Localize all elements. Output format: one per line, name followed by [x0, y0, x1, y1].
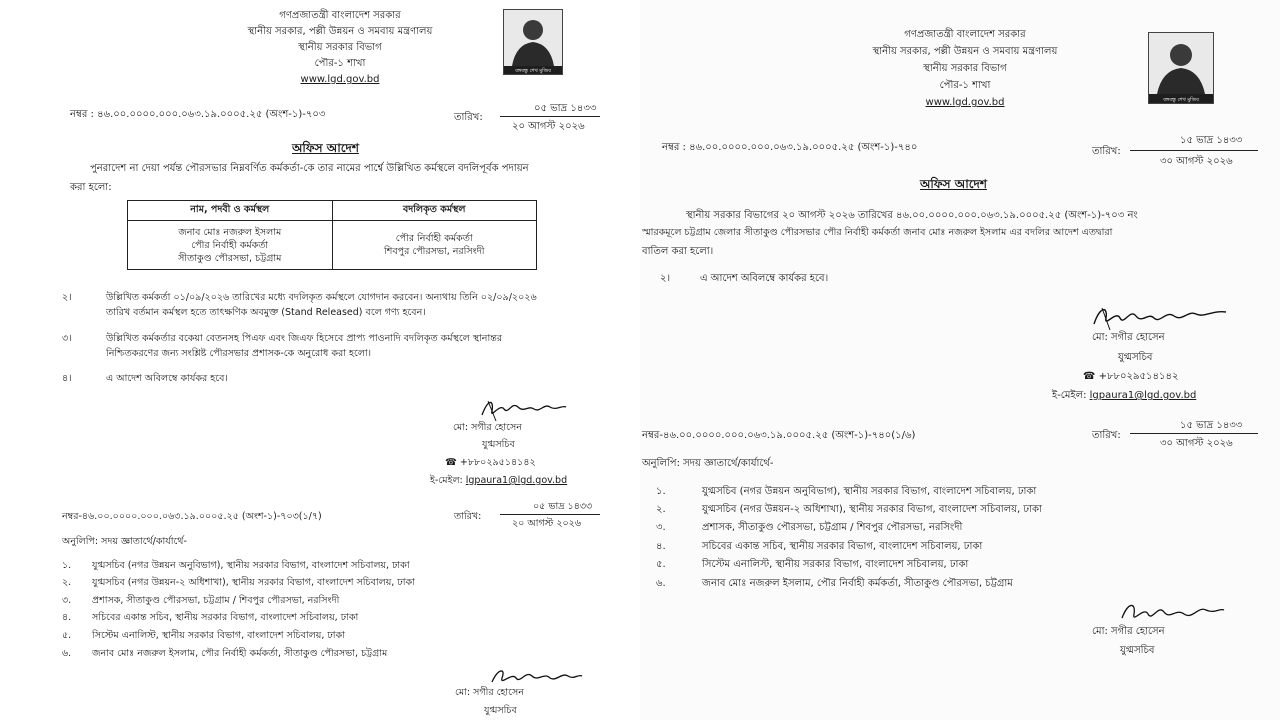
- point-text: এ আদেশ অবিলম্বে কার্যকর হবে।: [700, 273, 829, 284]
- copy-heading: অনুলিপি: সদয় জ্ঞাতার্থে/কার্যার্থে-: [642, 458, 774, 469]
- right-office-order: [640, 0, 1280, 720]
- copy-signatory-title: যুগ্মসচিব: [484, 705, 517, 716]
- intro-line-2: করা হলো:: [70, 182, 112, 193]
- table-header-current: নাম, পদবী ও কর্মস্থল: [128, 201, 333, 221]
- list-item: সচিবের একান্ত সচিব, স্থানীয় সরকার বিভাগ, বাংলাদেশ সচিবালয়, ঢাকা: [92, 612, 359, 623]
- transfer-table: [127, 200, 537, 270]
- list-item: যুগ্মসচিব (নগর উন্নয়ন-২ অধিশাখা), স্থানীয় সরকার বিভাগ, বাংলাদেশ সচিবালয়, ঢাকা: [702, 504, 1042, 515]
- copy-date-label: তারিখ:: [1092, 430, 1121, 441]
- copy-signatory-title: যুগ্মসচিব: [1120, 645, 1155, 656]
- email-link[interactable]: lgpaura1@lgd.gov.bd: [1089, 390, 1197, 401]
- copy-date-english: ৩০ আগস্ট ২০২৬: [1160, 438, 1233, 449]
- copy-date-bangla: ০৫ ভাদ্র ১৪৩৩: [533, 501, 593, 512]
- point-number: ৪।: [62, 373, 72, 384]
- list-item: সিস্টেম এনালিস্ট, স্থানীয় সরকার বিভাগ, বাংলাদেশ সচিবালয়, ঢাকা: [702, 559, 969, 570]
- list-item: যুগ্মসচিব (নগর উন্নয়ন অনুবিভাগ), স্থানীয় সরকার বিভাগ, বাংলাদেশ সচিবালয়, ঢাকা: [92, 560, 410, 571]
- copy-item-number: ২.: [656, 504, 666, 515]
- list-item: প্রশাসক, সীতাকুণ্ড পৌরসভা, চট্টগ্রাম / শিবপুর পৌরসভা, নরসিংদী: [702, 522, 963, 533]
- email-link[interactable]: lgpaura1@lgd.gov.bd: [465, 475, 568, 486]
- copy-item-number: ১.: [62, 560, 72, 571]
- list-item: যুগ্মসচিব (নগর উন্নয়ন অনুবিভাগ), স্থানীয় সরকার বিভাগ, বাংলাদেশ সচিবালয়, ঢাকা: [702, 486, 1037, 497]
- copy-memo-number: নম্বর-৪৬.০০.০০০০.০০০.০৬৩.১৯.০০০৫.২৫ (অংশ-১)-৭৪০(১/৬): [642, 430, 916, 441]
- copy-item-number: ৬.: [62, 648, 72, 659]
- point-number: ২।: [660, 273, 671, 284]
- email-row: [430, 474, 567, 489]
- date-label: তারিখ:: [454, 112, 483, 123]
- govt-line: গণপ্রজাতন্ত্রী বাংলাদেশ সরকার: [904, 29, 1026, 40]
- signatory-title: যুগ্মসচিব: [482, 439, 515, 450]
- list-item: প্রশাসক, সীতাকুণ্ড পৌরসভা, চট্টগ্রাম / শিবপুর পৌরসভা, নরসিংদী: [92, 595, 340, 606]
- division-line: স্থানীয় সরকার বিভাগ: [923, 63, 1007, 74]
- table-header-transferred: বদলিকৃত কর্মস্থল: [332, 201, 537, 221]
- phone-row: [445, 456, 536, 471]
- date-bangla: ০৫ ভাদ্র ১৪৩৩: [534, 103, 597, 114]
- officer-current-station: সীতাকুণ্ড পৌরসভা, চট্টগ্রাম: [178, 252, 282, 264]
- date-label: তারিখ:: [1092, 146, 1121, 157]
- signature-image: [1090, 300, 1230, 334]
- memo-number: নম্বর : ৪৬.০০.০০০০.০০০.০৬৩.১৯.০০০৫.২৫ (অংশ-১)-৭০৩: [70, 109, 326, 120]
- order-title: অফিস আদেশ: [292, 141, 359, 155]
- phone-icon: ☎: [1083, 371, 1096, 382]
- portrait-image: [503, 9, 563, 75]
- copy-item-number: ৪.: [656, 541, 666, 552]
- email-row: [1052, 388, 1196, 405]
- copy-item-number: ৫.: [62, 630, 72, 641]
- order-title: অফিস আদেশ: [920, 177, 987, 191]
- portrait-caption: বঙ্গবন্ধু শেখ মুজিব: [1163, 97, 1199, 103]
- intro-line-1: পুনরাদেশ না দেয়া পর্যন্ত পৌরসভার নিম্নবর্ণিত কর্মকর্তা-কে তার নামের পার্শ্বে উল্লিখিত কর্মস্থলে বদলিপূর্বক পদায়ন: [90, 163, 529, 174]
- date-divider: [500, 116, 600, 117]
- copy-date-label: তারিখ:: [454, 511, 482, 522]
- body-line-1: স্থানীয় সরকার বিভাগের ২০ আগস্ট ২০২৬ তারিখের ৪৬.০০.০০০০.০০০.০৬৩.১৯.০০০৫.২৫ (অংশ-১)-৭০৩ নং: [686, 210, 1138, 221]
- email-label: ই-মেইল:: [1052, 390, 1087, 401]
- copy-item-number: ৩.: [656, 522, 666, 533]
- table-header-row: [128, 201, 537, 221]
- table-row: [128, 221, 537, 270]
- copy-item-number: ১.: [656, 486, 666, 497]
- branch-line: পৌর-১ শাখা: [939, 80, 991, 91]
- point-text: এ আদেশ অবিলম্বে কার্যকর হবে।: [106, 373, 228, 384]
- table-cell-transferred: [332, 221, 537, 270]
- list-item: যুগ্মসচিব (নগর উন্নয়ন-২ অধিশাখা), স্থানীয় সরকার বিভাগ, বাংলাদেশ সচিবালয়, ঢাকা: [92, 577, 415, 588]
- body-line-3: বাতিল করা হলো।: [642, 246, 714, 257]
- point-number: ৩।: [62, 333, 72, 344]
- website-link[interactable]: www.lgd.gov.bd: [300, 74, 380, 85]
- new-designation: পৌর নির্বাহী কর্মকর্তা: [395, 233, 473, 244]
- phone-icon: ☎: [445, 457, 457, 468]
- date-english: ২০ আগস্ট ২০২৬: [512, 121, 585, 132]
- division-line: স্থানীয় সরকার বিভাগ: [298, 42, 382, 53]
- copy-signatory-name: মো: সগীর হোসেন: [455, 687, 524, 698]
- officer-designation: পৌর নির্বাহী কর্মকর্তা: [191, 239, 269, 251]
- copy-item-number: ৬.: [656, 578, 666, 589]
- memo-number: নম্বর : ৪৬.০০.০০০০.০০০.০৬৩.১৯.০০০৫.২৫ (অংশ-১)-৭৪০: [662, 142, 918, 153]
- copy-date-bangla: ১৫ ভাদ্র ১৪৩৩: [1180, 420, 1243, 431]
- letterhead: [220, 8, 460, 88]
- portrait-caption: বঙ্গবন্ধু শেখ মুজিব: [515, 68, 551, 74]
- phone-number: +৮৮০২৯৫১৪১৪২: [1098, 371, 1179, 382]
- copy-date-english: ২০ আগস্ট ২০২৬: [512, 518, 582, 529]
- list-item: জনাব মোঃ নজরুল ইসলাম, পৌর নির্বাহী কর্মকর্তা, সীতাকুণ্ড পৌরসভা, চট্টগ্রাম: [702, 578, 1013, 589]
- officer-name: জনাব মোঃ নজরুল ইসলাম: [178, 226, 282, 238]
- date-bangla: ১৫ ভাদ্র ১৪৩৩: [1180, 135, 1243, 146]
- copy-item-number: ৩.: [62, 595, 72, 606]
- date-english: ৩০ আগস্ট ২০২৬: [1160, 156, 1233, 167]
- copy-heading: অনুলিপি: সদয় জ্ঞাতার্থে/কার্যার্থে-: [62, 536, 187, 547]
- body-line-2: স্মারকমূলে চট্টগ্রাম জেলার সীতাকুণ্ড পৌরসভার পৌর নির্বাহী কর্মকর্তা জনাব মোঃ নজরুল ইসলাম এর বদলির আদেশ এতদ্বারা: [642, 227, 1113, 238]
- copy-memo-number: নম্বর-৪৬.০০.০০০০.০০০.০৬৩.১৯.০০০৫.২৫ (অংশ-১)-৭০৩(১/৭): [62, 511, 322, 522]
- signatory-name: মো: সগীর হোসেন: [1092, 332, 1165, 343]
- letterhead: [830, 26, 1100, 111]
- email-label: ই-মেইল:: [430, 475, 463, 486]
- table-cell-current: [128, 221, 333, 270]
- phone-number: +৮৮০২৯৫১৪১৪২: [459, 457, 536, 468]
- portrait-image: [1148, 32, 1214, 104]
- date-divider: [1130, 150, 1258, 151]
- list-item: সিস্টেম এনালিস্ট, স্থানীয় সরকার বিভাগ, বাংলাদেশ সচিবালয়, ঢাকা: [92, 630, 345, 641]
- ministry-line: স্থানীয় সরকার, পল্লী উন্নয়ন ও সমবায় মন্ত্রণালয়: [247, 26, 433, 37]
- phone-row: [1083, 369, 1178, 386]
- website-link[interactable]: www.lgd.gov.bd: [925, 97, 1005, 108]
- copy-item-number: ২.: [62, 577, 72, 588]
- copy-item-number: ৪.: [62, 612, 72, 623]
- copy-item-number: ৫.: [656, 559, 666, 570]
- point-text: উল্লিখিত কর্মকর্তা ০১/০৯/২০২৬ তারিখের মধ্যে বদলিকৃত কর্মস্থলে যোগদান করবেন। অন্যথায় তিনি ০২/০৯/২০২৬: [106, 292, 537, 303]
- list-item: সচিবের একান্ত সচিব, স্থানীয় সরকার বিভাগ, বাংলাদেশ সচিবালয়, ঢাকা: [702, 541, 983, 552]
- signatory-name: মো: সগীর হোসেন: [453, 422, 522, 433]
- point-text: তারিখ বর্তমান কর্মস্থল হতে তাৎক্ষণিক অবমুক্ত (Stand Released) বলে গণ্য হবেন।: [106, 307, 426, 318]
- govt-line: গণপ্রজাতন্ত্রী বাংলাদেশ সরকার: [279, 10, 401, 21]
- copy-date-divider: [1130, 433, 1258, 434]
- copy-date-divider: [500, 514, 600, 515]
- branch-line: পৌর-১ শাখা: [314, 58, 366, 69]
- point-number: ২।: [62, 292, 72, 303]
- list-item: জনাব মোঃ নজরুল ইসলাম, পৌর নির্বাহী কর্মকর্তা, সীতাকুণ্ড পৌরসভা, চট্টগ্রাম: [92, 648, 388, 659]
- point-text: উল্লিখিত কর্মকর্তার বকেয়া বেতনসহ পিএফ এবং জিএফ হিসেবে প্রাপ্য পাওনাদি বদলিকৃত কর্মস্থলে স্থানান্তর: [106, 333, 502, 344]
- ministry-line: স্থানীয় সরকার, পল্লী উন্নয়ন ও সমবায় মন্ত্রণালয়: [872, 46, 1058, 57]
- copy-signatory-name: মো: সগীর হোসেন: [1092, 626, 1165, 637]
- new-station: শিবপুর পৌরসভা, নরসিংদী: [384, 246, 485, 257]
- signatory-title: যুগ্মসচিব: [1118, 352, 1153, 363]
- signature-image: [478, 395, 570, 423]
- point-text: নিশ্চিতকরণের জন্য সংশ্লিষ্ট পৌরসভার প্রশাসক-কে অনুরোধ করা হলো।: [106, 348, 372, 359]
